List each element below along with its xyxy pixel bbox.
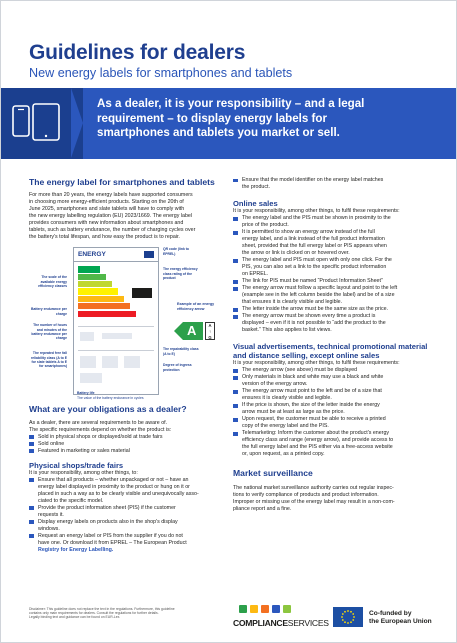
ingress-icon	[124, 356, 140, 368]
list-item	[233, 285, 443, 306]
online-list	[233, 215, 443, 334]
intro-line: the battery's total lifespan, and how easy the product is to repair.	[29, 234, 180, 241]
line: Display energy labels on products also in the shop's display	[38, 518, 178, 525]
visual-intro: It is your responsibility, among other things, to fulfil these requirements:	[233, 360, 400, 367]
banner-arrow	[71, 88, 83, 158]
section-heading-label: The energy label for smartphones and tablets	[29, 177, 215, 187]
list-item	[29, 533, 229, 554]
hours-value	[102, 333, 132, 339]
logo-text-part1: COMPLIANCE	[233, 618, 288, 628]
disclaimer	[29, 607, 209, 620]
oblig-list	[29, 434, 229, 455]
market-line: pliance report and a fine.	[233, 505, 292, 512]
section-heading-market: Market surveillance	[233, 468, 313, 479]
callout-repairability: The repairability class (A to E)	[163, 347, 199, 356]
energy-label-image	[73, 247, 159, 395]
left-column	[29, 177, 229, 554]
list-item	[29, 505, 229, 519]
repair-icon	[102, 356, 118, 368]
line: on EPREL.	[242, 271, 269, 278]
line: The energy label and PIS must open with only one click. For the	[242, 257, 392, 264]
list-item	[233, 367, 443, 374]
line: the product.	[242, 184, 270, 190]
scale-bar-b	[78, 274, 106, 280]
page-subtitle: New energy labels for smartphones and tablets	[29, 66, 293, 81]
list-item	[29, 519, 229, 533]
callout-battery-life: Battery life	[77, 391, 95, 396]
line: requests it.	[38, 511, 64, 518]
line: The link for PIS must be named “Product Information Sheet”	[242, 278, 383, 285]
list-item	[233, 229, 443, 257]
disclaimer-line: contains only main requirements for dealers. Consult the regulations for further details.	[29, 611, 159, 616]
callout-cycles: The value of the battery endurance in cycles	[77, 396, 144, 401]
line: the full energy label and the PIS either via a free-access website	[242, 444, 393, 451]
section-heading-physical: Physical shops/trade fairs	[29, 460, 124, 470]
energy-label-header	[74, 248, 158, 262]
line: version of the energy arrow.	[242, 381, 308, 388]
banner-icon-box	[1, 88, 71, 159]
line: Ensure that the model identifier on the energy label matches	[242, 177, 384, 183]
top-list	[233, 177, 443, 191]
line: that ensures it is clearly visible and legible.	[242, 299, 343, 306]
line: windows.	[38, 525, 60, 532]
visual-list	[233, 367, 443, 458]
line: energy label, and a link instead of the full product information	[242, 236, 385, 243]
list-item	[233, 177, 443, 191]
scale-bar-e	[78, 296, 124, 302]
arrow-caption: Example of an energy efficiency arrow	[177, 302, 215, 311]
line: The energy arrow must point to the left and be of a size that	[242, 388, 382, 395]
energy-arrow-example	[177, 302, 223, 340]
list-item	[233, 278, 443, 285]
eu-cofunded-logo	[333, 605, 445, 631]
drop-icon	[80, 356, 96, 368]
line: sheet, provided that the full energy label or PIS appears when	[242, 243, 387, 250]
range-top: A	[208, 323, 212, 329]
line: It is permitted to show an energy arrow instead of the full	[242, 229, 375, 236]
scale-bar-d	[78, 288, 118, 294]
list-item: Featured in marketing or sales material	[29, 448, 229, 455]
list-item	[233, 313, 443, 334]
oblig-intro: As a dealer, there are several requirements to be aware of.	[29, 419, 168, 426]
list-item: Sold in physical shops or displayed/sold at trade fairs	[29, 434, 229, 441]
line: Request an energy label or PIS from the supplier if you do not	[38, 532, 183, 539]
logo-text-part2: SERVICES	[287, 618, 329, 628]
line: The energy label and the PIS must be shown in proximity to the	[242, 215, 391, 222]
line: ciated to the specific model.	[38, 497, 104, 504]
list-item	[233, 215, 443, 229]
intro-line: For more than 20 years, the energy labels have supported consumers	[29, 192, 193, 199]
right-column	[233, 177, 443, 513]
scale-bar-g	[78, 311, 136, 317]
list-item: Sold online	[29, 441, 229, 448]
section-heading-visual: Visual advertisements, technical promotional material and distance selling, except online sales	[233, 342, 428, 361]
list-item	[233, 306, 443, 313]
list-item	[233, 402, 443, 416]
line: If the price is shown, the size of the letter inside the energy	[242, 402, 380, 409]
label-pictograms	[78, 350, 154, 390]
logo-square-icon	[272, 605, 280, 613]
callout-qr: QR code (link to EPREL)	[163, 247, 189, 256]
callout-scale: The scale of the available energy efficiency classes	[38, 275, 67, 288]
efficiency-scale	[78, 266, 136, 318]
callout-endurance: Battery endurance per charge	[31, 307, 67, 316]
eu-text	[369, 610, 432, 626]
eu-flag-icon	[333, 607, 363, 627]
disclaimer-line: Legally binding text and guidance can be found on EUR-Lex.	[29, 615, 121, 620]
callout-class: The energy efficiency class rating of the product	[163, 267, 198, 280]
list-item	[29, 477, 229, 505]
battery-cycles-icon	[80, 373, 102, 383]
line: placed in such a way as to be clearly visible and unequivocally asso-	[38, 490, 199, 497]
logo-square-icon	[261, 605, 269, 613]
page-title: Guidelines for dealers	[29, 41, 246, 64]
line: displayed – even if it is not possible to “add the product to the	[242, 320, 386, 327]
energy-arrow-range	[205, 322, 215, 340]
range-bottom: G	[208, 334, 212, 340]
line: efficiency class and range (energy arrow), and provide access to	[242, 437, 394, 444]
battery-endurance-row	[78, 326, 154, 346]
line: copy of the energy label and the PIS.	[242, 423, 329, 430]
logo-square-icon	[283, 605, 291, 613]
intro-line: tablets, such as battery endurance, the number of charging cycles over	[29, 227, 196, 234]
online-intro: It is your responsibility, among other things, to fulfil these requirements:	[233, 208, 400, 215]
banner-line-3: smartphones and tablets you market or sell.	[97, 126, 340, 140]
section-heading-online: Online sales	[233, 199, 278, 208]
eu-text-line2: the European Union	[369, 618, 432, 626]
phone-and-tablet-icon	[12, 103, 60, 143]
line: Provide the product information sheet (PIS) if the customer	[38, 504, 176, 511]
line: The letter inside the arrow must be the same size as the price.	[242, 306, 389, 313]
energy-arrow-tip	[174, 322, 183, 340]
banner-line-2: requirement – to display energy labels for	[97, 111, 328, 125]
line: PIS, you can also set a link to the specific product information	[242, 264, 387, 271]
eu-flag-icon	[144, 251, 154, 258]
line: arrow must be at least as large as the price.	[242, 409, 345, 416]
line: price of the product.	[242, 222, 289, 229]
line: The energy arrow (see above) must be displayed	[242, 367, 358, 374]
scale-bar-f	[78, 303, 130, 309]
line: The energy arrow must be shown every time a product is	[242, 313, 376, 320]
energy-arrow-letter: A	[187, 323, 197, 339]
logo-square-icon	[239, 605, 247, 613]
callout-hours: The number of hours and minutes of the battery endurance per charge	[31, 323, 67, 340]
market-line: The national market surveillance authority carries out regular inspec-	[233, 484, 394, 491]
intro-line	[29, 199, 229, 206]
range-arrow-icon: ↑	[208, 328, 212, 334]
eprel-link[interactable]: Registry for Energy Labelling.	[38, 546, 114, 553]
list-item	[233, 388, 443, 402]
battery-icon	[80, 332, 94, 341]
class-pointer	[132, 288, 152, 298]
callout-reliability: The repeated free fall reliability class (A to E for slate tablets A to E for smartphones)	[30, 351, 67, 368]
line: Upon request, the customer must be able to receive a printed	[242, 416, 386, 423]
line: the arrow or link is clicked on or hovered over.	[242, 250, 350, 257]
list-item	[233, 374, 443, 388]
energy-label-diagram	[29, 247, 229, 402]
header	[29, 41, 436, 81]
energy-word: ENERGY	[78, 251, 106, 259]
line: energy label displayed in proximity to the product or hung on it or	[38, 483, 190, 490]
phys-list	[29, 477, 229, 554]
oblig-intro: The specific requirements depend on whether the product is:	[29, 426, 172, 433]
line: have one. Or download it from EPREL – The European Product	[38, 539, 187, 546]
phys-intro: It is your responsibility, among other things, to:	[29, 469, 138, 476]
list-item	[233, 430, 443, 458]
disclaimer-line: Disclaimer: This guideline does not replace the text in the regulations. Furthermore, this guideline	[29, 607, 175, 611]
market-line: Improper or missing use of the energy label may result in a non-com-	[233, 498, 395, 505]
line: Ensure that all products – whether unpackaged or not – have an	[38, 476, 189, 483]
line: ensures it is clearly visible and legible.	[242, 395, 332, 402]
intro-line: June 2025, smartphones and slate tablets will have to comply with	[29, 206, 185, 213]
scale-bar-a	[78, 266, 100, 272]
line: (example see in the left column beside the label) and be of a size	[242, 292, 395, 299]
line: The energy arrow must follow a specific layout and point to the left	[242, 285, 398, 292]
scale-bar-c	[78, 281, 112, 287]
market-line: tions to verify compliance of products and product information.	[233, 491, 379, 498]
list-item	[233, 416, 443, 430]
logo-square-icon	[250, 605, 258, 613]
compliance-services-logo	[233, 605, 329, 635]
line: or, upon request, as a printed copy.	[242, 451, 325, 458]
intro-line-text: in choosing more energy-efficient products. Starting on the 20th of	[29, 199, 184, 206]
intro-line: provides consumers with new information about smartphones and	[29, 220, 184, 227]
banner-line-1: As a dealer, it is your responsibility – and a legal	[97, 97, 365, 110]
line: Only materials in black and white may use a black and white	[242, 374, 384, 381]
logo-text	[233, 618, 329, 628]
callout-ingress: Degree of ingress protection	[163, 363, 192, 372]
responsibility-banner	[1, 88, 457, 159]
eu-text-line1: Co-funded by	[369, 610, 412, 617]
banner-text-box	[83, 88, 457, 159]
section-heading-obligations: What are your obligations as a dealer?	[29, 404, 187, 415]
energy-arrow	[183, 320, 221, 342]
line: Telemarketing: Inform the customer about the product's energy	[242, 430, 390, 437]
line: basket.” This also applies to list views.	[242, 327, 332, 334]
intro-line: the new energy labelling regulation (EU) 2023/1669. The energy label	[29, 213, 193, 220]
list-item	[233, 257, 443, 278]
